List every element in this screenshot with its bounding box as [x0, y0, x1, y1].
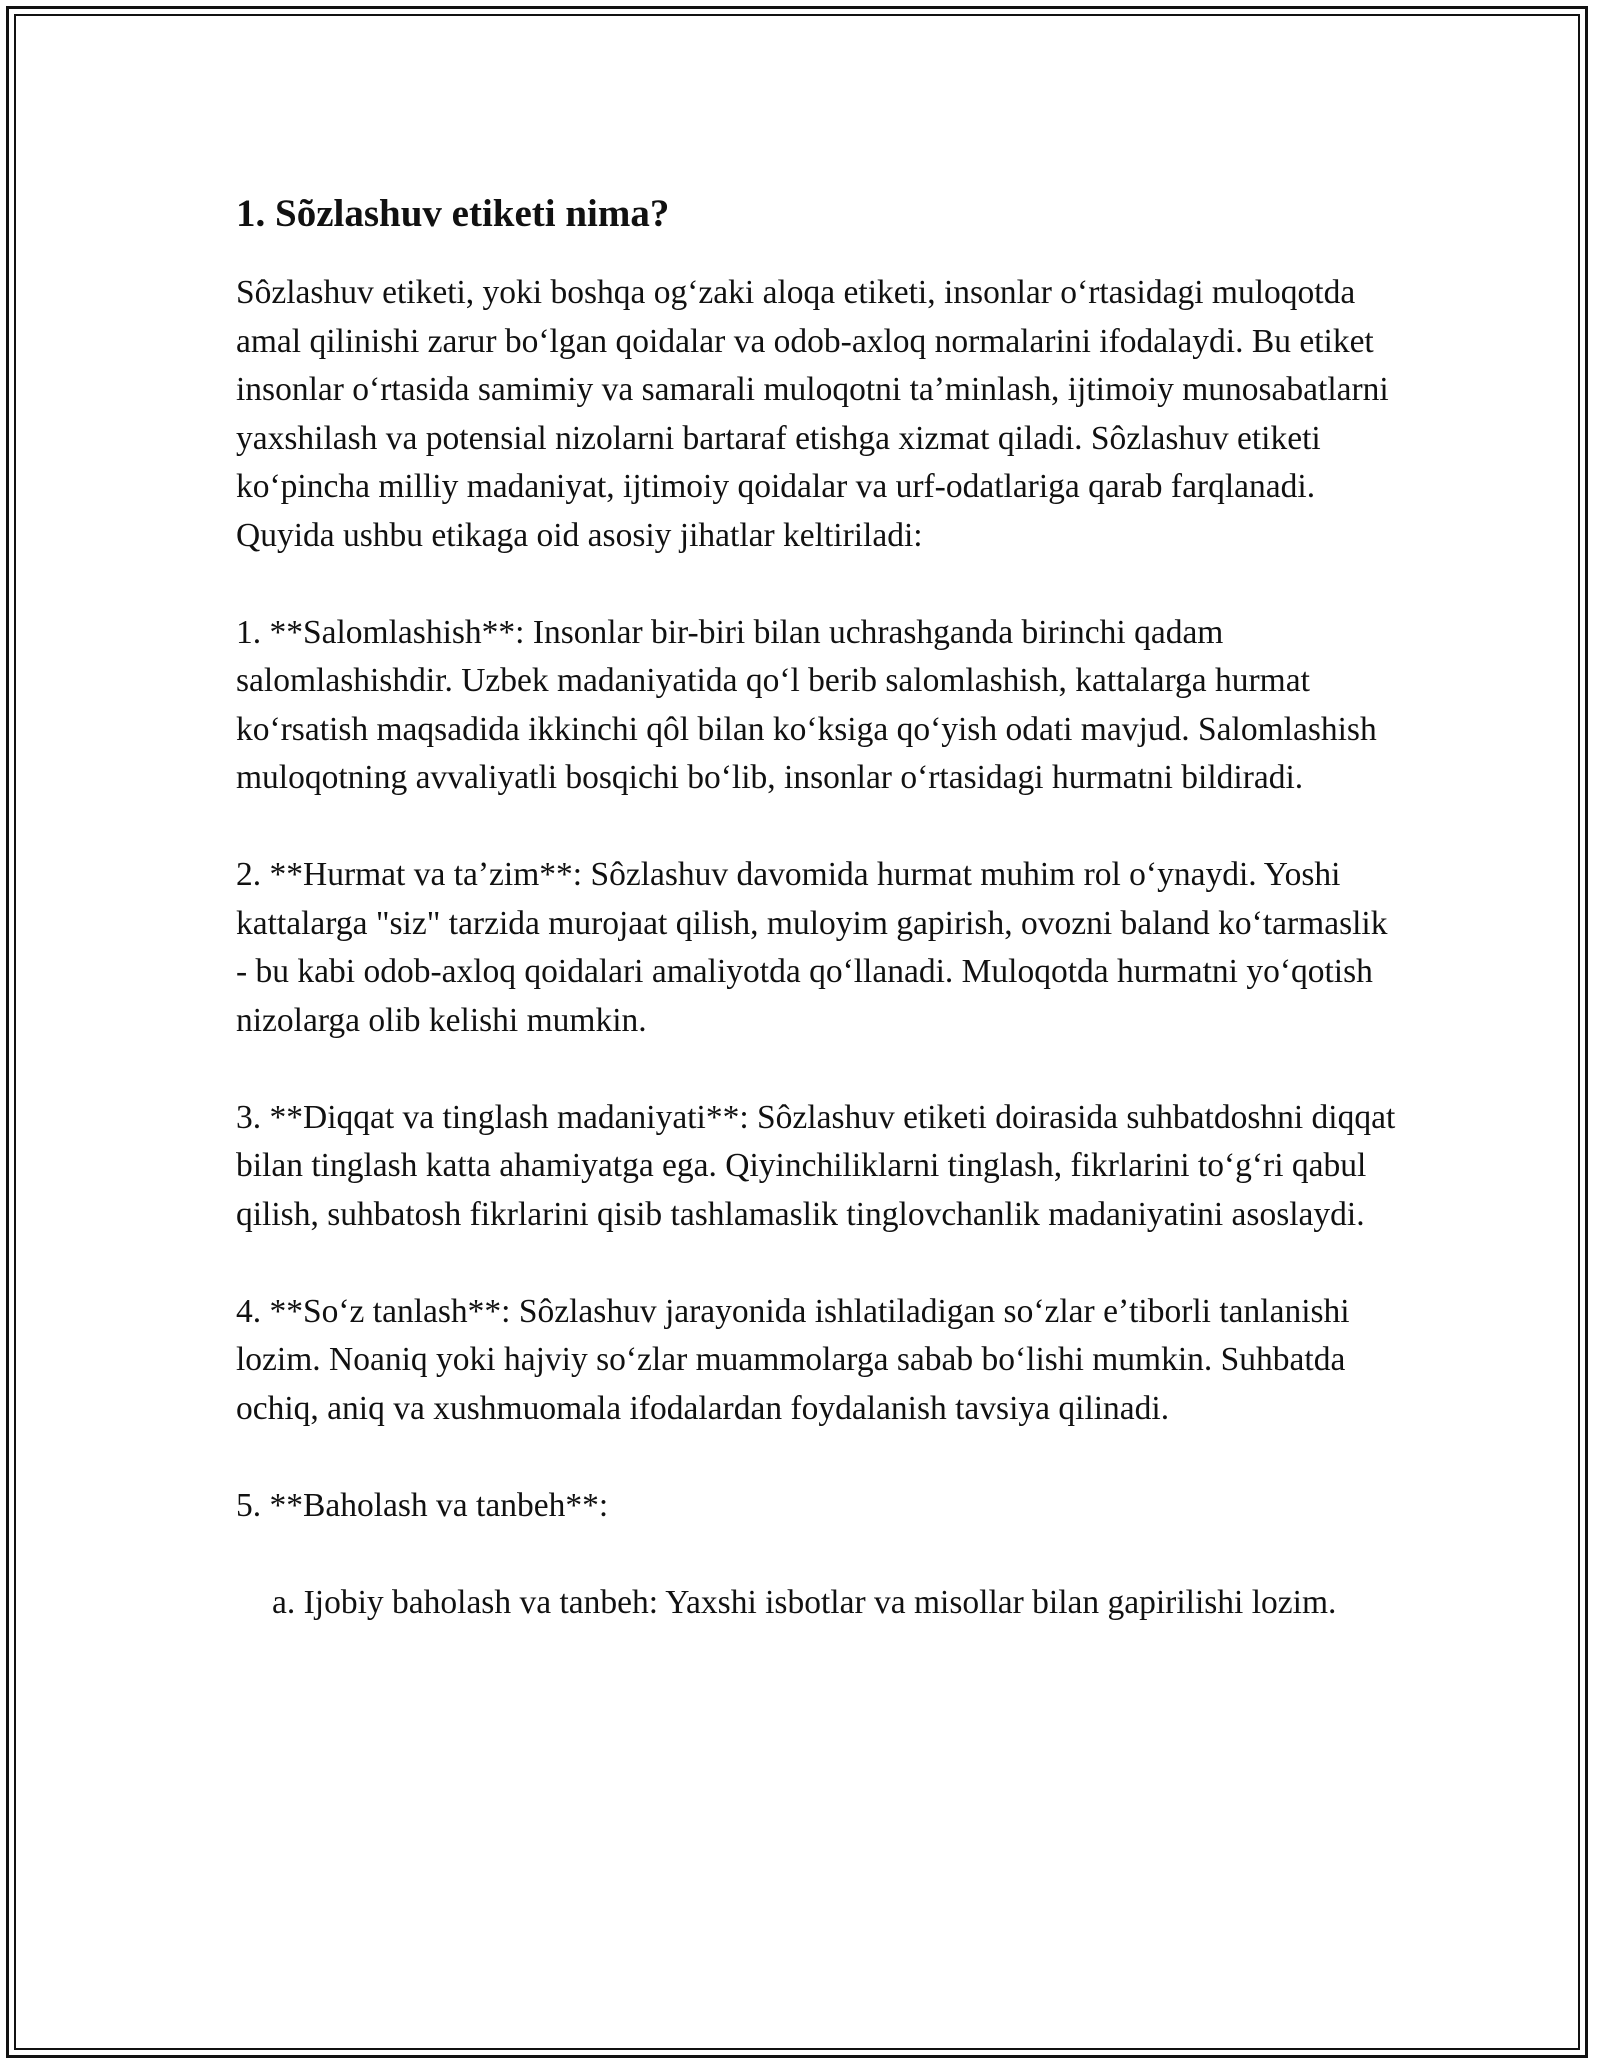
section-salomlashish: 1. **Salomlashish**: Insonlar bir-biri bilan uchrashganda birinchi qadam salomlashishdir. Uzbek madaniyatida qoʻl berib salomlashish, kattalarga hurmat koʻrsatish maqsadida ikkinchi qôl bilan koʻksiga qoʻyish odati mavjud. Salomlashish muloqotning avvaliyatli bosqichi boʻlib, insonlar oʻrtasidagi hurmatni bildiradi. — [236, 613, 1386, 796]
section-soz-tanlash: 4. **Soʻz tanlash**: Sôzlashuv jarayonida ishlatiladigan soʻzlar eʼtiborli tanlanishi lozim. Noaniq yoki hajviy soʻzlar muammolarga sabab boʻlishi mumkin. Suhbatda ochiq, aniq va xushmuomala ifodalardan foydalanish tavsiya qilinadi. — [236, 1292, 1358, 1427]
intro-paragraph: Sôzlashuv etiketi, yoki boshqa ogʻzaki aloqa etiketi, insonlar oʻrtasidagi muloqotda amal qilinishi zarur boʻlgan qoidalar va odob-axloq normalarini ifodalaydi. Bu etiket insonlar oʻrtasida samimiy va samarali muloqotni taʼminlash, ijtimoiy munosabatlarni yaxshilash va potensial nizolarni bartaraf etishga xizmat qiladi. Sôzlashuv etiketi koʻpincha milliy madaniyat, ijtimoiy qoidalar va urf-odatlariga qarab farqlanadi. Quyida ushbu etikaga oid asosiy jihatlar keltiriladi: — [236, 274, 1398, 554]
section-baholash: 5. **Baholash va tanbeh**: — [236, 1486, 609, 1524]
section-diqqat: 3. **Diqqat va tinglash madaniyati**: Sôzlashuv etiketi doirasida suhbatdoshni diqqat bilan tinglash katta ahamiyatga ega. Qiyinchiliklarni tinglash, fikrlarini toʻgʻri qabul qilish, suhbatosh fikrlarini qisib tashlamaslik tinglovchanlik madaniyatini asoslaydi. — [236, 1098, 1404, 1233]
document-page — [236, 190, 1404, 1676]
section-hurmat: 2. **Hurmat va taʼzim**: Sôzlashuv davomida hurmat muhim rol oʻynaydi. Yoshi kattalarga "siz" tarzida murojaat qilish, muloyim gapirish, ovozni baland koʻtarmaslik - bu kabi odob-axloq qoidalari amaliyotda qoʻllanadi. Muloqotda hurmatni yoʻqotish nizolarga olib kelishi mumkin. — [236, 856, 1396, 1039]
subsection-ijobiy-baholash: a. Ijobiy baholash va tanbeh: Yaxshi isbotlar va misollar bilan gapirilishi lozim. — [272, 1583, 1337, 1621]
document-title: 1. Sõzlashuv etiketi nima? — [236, 192, 670, 235]
